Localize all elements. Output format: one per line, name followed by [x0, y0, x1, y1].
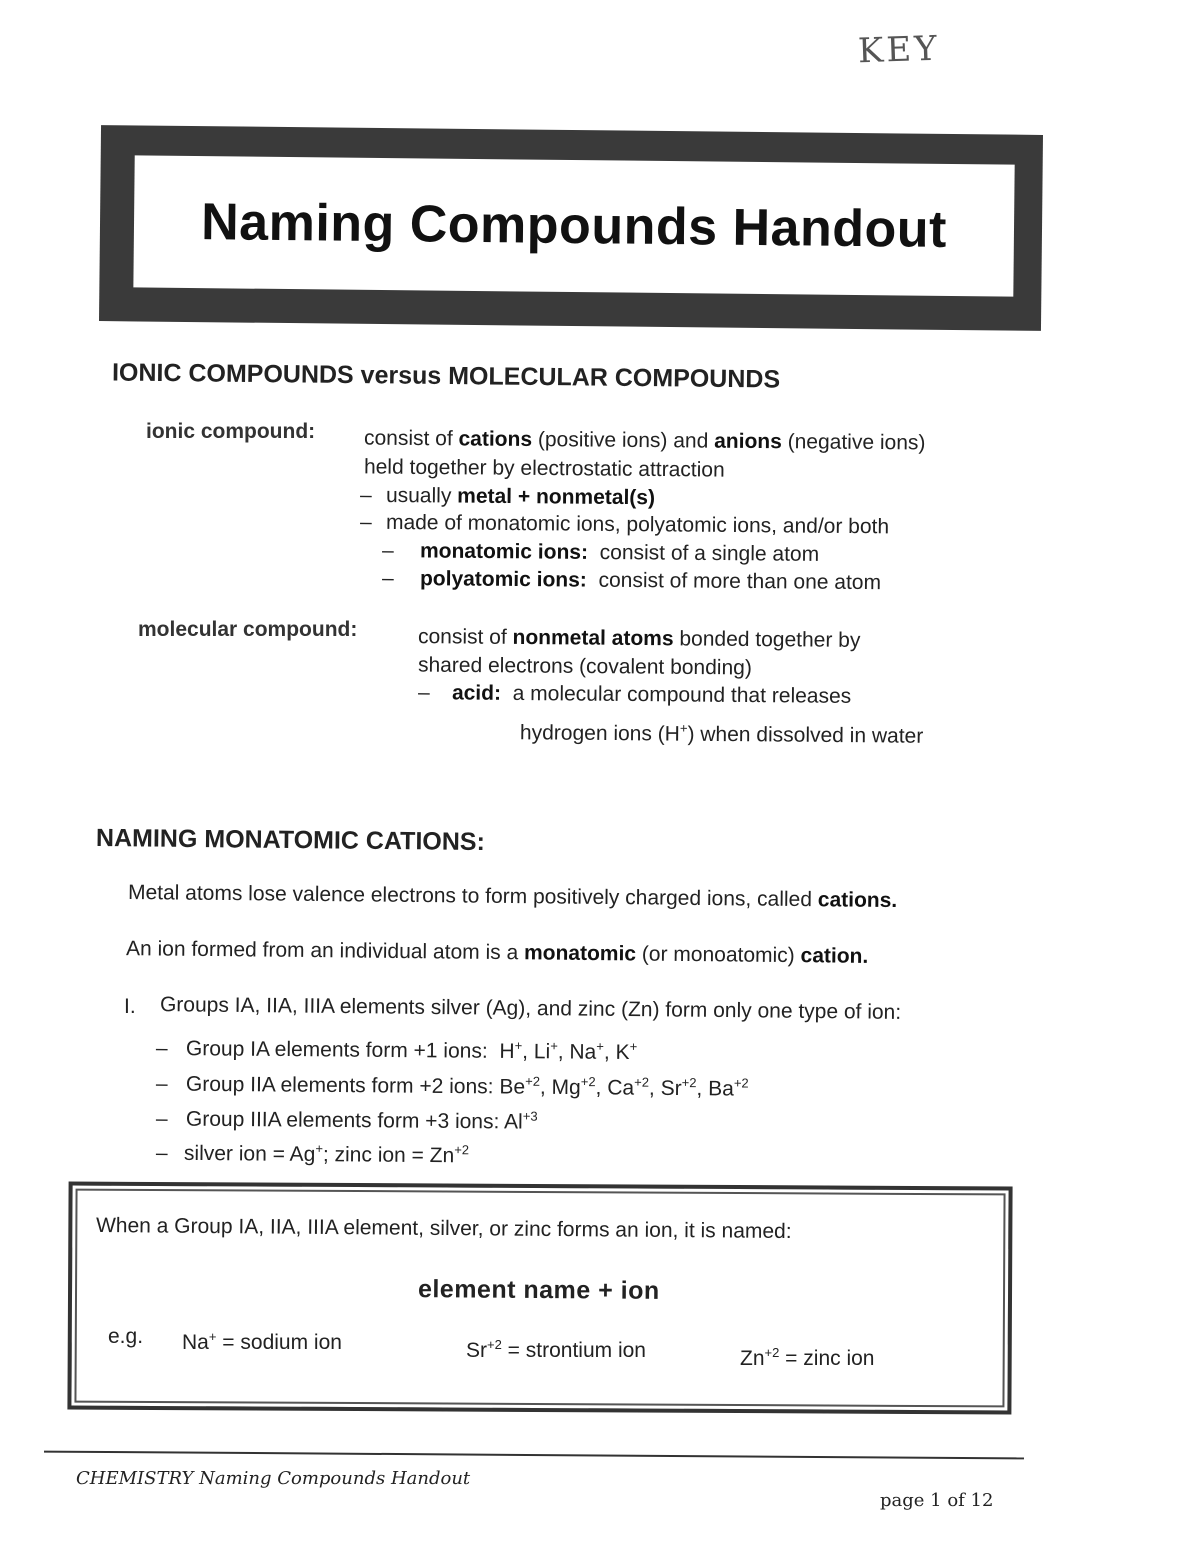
rule-formula: element name + ion	[417, 1275, 660, 1305]
group1a-ion-list: H+, Li+, Na+, K+	[499, 1038, 638, 1065]
group1a-ion: H	[499, 1039, 515, 1064]
acid-definition-line1: – acid: a molecular compound that releases	[417, 681, 852, 708]
group1a-ion-charge: +	[596, 1038, 605, 1054]
group2a-ion: Ba	[708, 1077, 734, 1101]
title-banner	[99, 125, 1043, 331]
list-item-number: I.	[124, 995, 136, 1018]
group2a-ion: Be	[499, 1075, 526, 1099]
ionic-compound-label: ionic compound:	[146, 420, 316, 443]
group1a-ion-charge: +	[629, 1039, 638, 1055]
page-title: Naming Compounds Handout	[200, 193, 948, 259]
ionic-definition-line2: held together by electrostatic attraction	[363, 455, 725, 482]
ionic-sub-monatomic: – monatomic ions: consist of a single atom	[381, 539, 820, 566]
section-heading-monatomic-cations: NAMING MONATOMIC CATIONS:	[95, 823, 486, 857]
group2a-ion-charge: +2	[580, 1074, 596, 1090]
group2a-ion: Ca	[607, 1076, 635, 1100]
group2a-ion-charge: +2	[681, 1075, 697, 1091]
acid-definition-line2: hydrogen ions (H+) when dissolved in water	[519, 720, 924, 748]
group1a-ion-charge: +	[550, 1038, 558, 1054]
molecular-compound-label: molecular compound:	[138, 618, 358, 641]
section-heading-ionic-vs-molecular: IONIC COMPOUNDS versus MOLECULAR COMPOUNDS	[111, 358, 781, 394]
molecular-definition-line2: shared electrons (covalent bonding)	[417, 653, 752, 680]
group2a-ion-list: $Be^{+2}$, $Mg^{+2}$, $Ca^{+2}$, $Sr^{+2}$, $Ba^{+2}$	[499, 1073, 749, 1101]
group1a-ion: Li	[533, 1040, 551, 1064]
ionic-definition-line1: consist of cations (positive ions) and anions (negative ions)	[363, 426, 926, 455]
group1a-ions-line: – Group IA elements form +1 ions: H+, Li+, Na+, K+	[155, 1036, 638, 1065]
group2a-ions-line: – Group IIA elements form +2 ions: $Be^{+2}$, $Mg^{+2}$, $Ca^{+2}$, $Sr^{+2}$, $Ba^{+2}$	[155, 1072, 749, 1101]
ionic-bullet-ion-types: – made of monatomic ions, polyatomic ions, and/or both	[359, 510, 890, 539]
footer-course-title: CHEMISTRY Naming Compounds Handout	[76, 1468, 471, 1489]
ionic-sub-polyatomic: – polyatomic ions: consist of more than one atom	[381, 566, 882, 595]
example-label: e.g.	[108, 1325, 144, 1348]
group1a-ion: Na	[569, 1040, 597, 1064]
group2a-ion-charge: +2	[733, 1075, 749, 1091]
molecular-definition-line1: consist of nonmetal atoms bonded together by	[417, 625, 861, 652]
rule-intro: When a Group IA, IIA, IIIA element, silver, or zinc forms an ion, it is named:	[95, 1213, 792, 1244]
group3a-ions-line: – Group IIIA elements form +3 ions: $Al^{+3}$	[155, 1107, 538, 1134]
list-item-text: Groups IA, IIA, IIIA elements silver (Ag), and zinc (Zn) form only one type of ion:	[159, 993, 902, 1024]
group2a-ion-charge: +2	[525, 1073, 541, 1089]
group2a-ion: Mg	[551, 1075, 581, 1100]
footer-page-number: page 1 of 12	[880, 1490, 994, 1511]
example-zinc: $Zn^{+2}$ = zinc ion	[740, 1345, 875, 1370]
title-inner-box	[133, 155, 1014, 296]
group2a-ion: Sr	[660, 1076, 682, 1101]
ionic-bullet-metal-nonmetal: – usually metal + nonmetal(s)	[359, 483, 656, 510]
footer-divider	[44, 1451, 1024, 1460]
example-strontium: $Sr^{+2}$ = strontium ion	[466, 1337, 646, 1362]
group1a-ion-charge: +	[514, 1038, 523, 1054]
group1a-ion: K	[615, 1040, 630, 1065]
example-sodium: Na+ = sodium ion	[182, 1329, 342, 1354]
group2a-ion-charge: +2	[634, 1074, 650, 1090]
cations-paragraph-1: Metal atoms lose valence electrons to form positively charged ions, called cations.	[127, 880, 898, 913]
silver-zinc-ions-line: – silver ion = Ag+; zinc ion = $Zn^{+2}$	[155, 1141, 470, 1168]
cations-paragraph-2: An ion formed from an individual atom is a monatomic (or monoatomic) cation.	[125, 937, 869, 968]
handwritten-key-note: KEY	[857, 28, 941, 72]
